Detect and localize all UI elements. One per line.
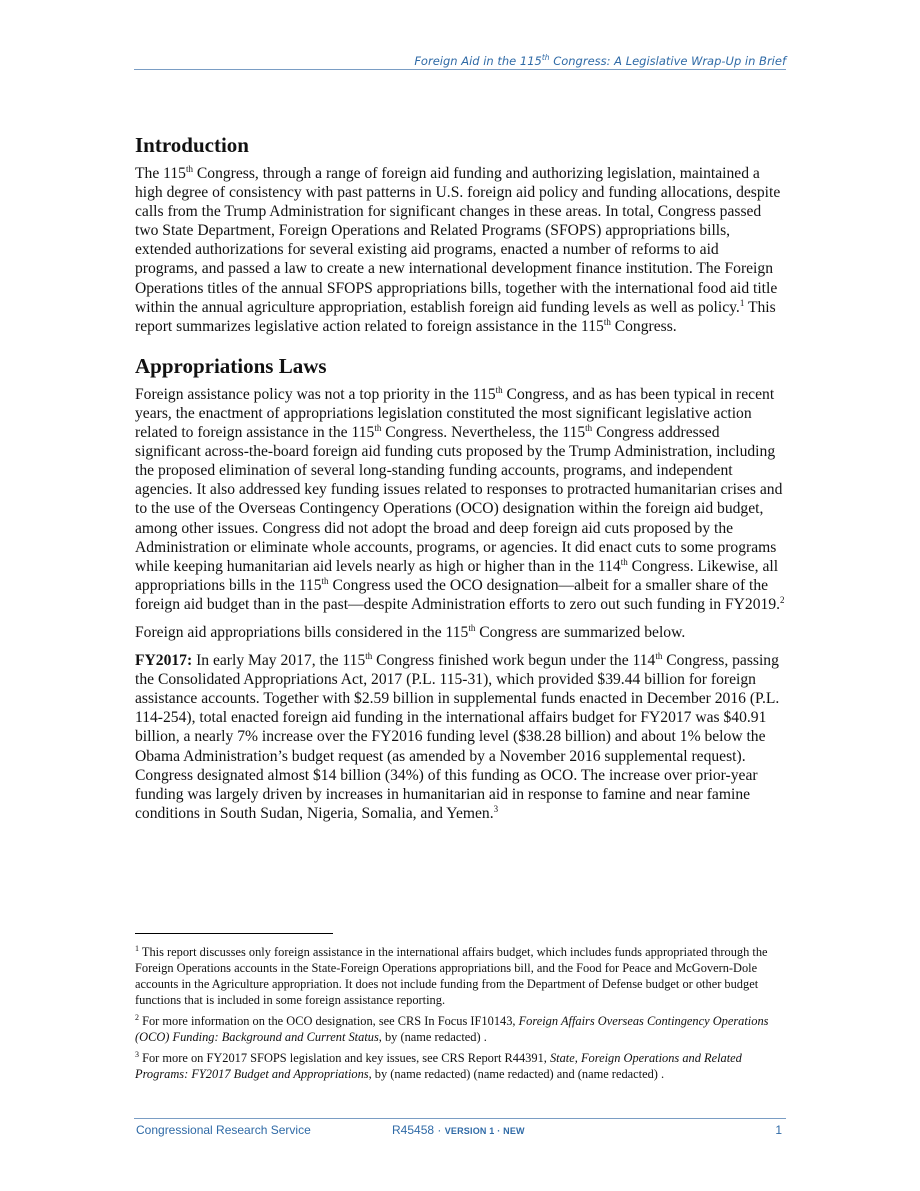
footnote-divider [135,933,333,934]
footer-report-id: R45458 · VERSION 1 · NEW [392,1123,525,1137]
footer-version: VERSION 1 · NEW [444,1126,525,1136]
appropriations-paragraph-2: Foreign aid appropriations bills considered in the 115th Congress are summarized below. [135,622,686,641]
fy2017-paragraph: FY2017: In early May 2017, the 115th Congress finished work begun under the 114th Congress, passing the Consolidated Appropriations Act, 2017 (P.L. 115-31), which provided $39.44 billion for foreign assistance accounts. Together with $2.59 billion in supplemental funds enacted in December 2016 (P.L. 114-254), total enacted foreign aid funding in the international affairs budget for FY2017 was $40.91 billion, a nearly 7% increase over the FY2016 funding level ($38.28 billion) and about 1% below the Obama Administration’s budget request (as amended by a November 2016 supplemental request). Congress designated almost $14 billion (34%) of this funding as OCO. The increase over prior-year funding was largely driven by increases in humanitarian aid in response to famine and near famine conditions in South Sudan, Nigeria, Somalia, and Yemen.$^3$ [135,650,780,822]
running-header: Foreign Aid in the 115th Congress: A Legislative Wrap-Up in Brief [414,53,786,68]
footnote-3: $^3$ For more on FY2017 SFOPS legislation and key issues, see CRS Report R44391, State, Foreign Operations and Related Programs: FY2017 Budget and Appropriations, by (name redacted) (name redacted) and (name redacted) . [135,1049,742,1081]
footnote-1: $^1$ This report discusses only foreign assistance in the international affairs budget, which includes funds appropriated through the Foreign Operations accounts in the State-Foreign Operations appropriations bill, and the Food for Peace and McGovern-Dole accounts in the Agriculture appropriation. It does not include funding from the Department of Defense budget or other budget functions that is included in some foreign assistance reporting. [135,943,768,1007]
page-footer [134,1123,786,1139]
footer-organization: Congressional Research Service [136,1123,311,1137]
introduction-paragraph: The 115th Congress, through a range of foreign aid funding and authorizing legislation, maintained a high degree of consistency with past patterns in U.S. foreign aid policy and funding allocations, despite calls from the Trump Administration for significant changes in these areas. In total, Congress passed two State Department, Foreign Operations and Related Programs (SFOPS) appropriations bills, extended authorizations for several existing aid programs, enacted a number of reforms to aid programs, and passed a law to create a new international development finance institution. The Foreign Operations titles of the annual SFOPS appropriations bills, together with the international food aid title within the annual agriculture appropriation, establish foreign aid funding levels as well as policy.$^1$ This report summarizes legislative action related to foreign assistance in the 115th Congress. [135,163,781,335]
footnote-ref-1[interactable]: 1 [739,297,745,308]
footnote-3-title: State, Foreign Operations and Related Programs: FY2017 Budget and Appropriations [135,1051,742,1081]
footnote-2: $^2$ For more information on the OCO designation, see CRS In Focus IF10143, Foreign Affairs Overseas Contingency Operations (OCO) Funding: Background and Current Status, by (name redacted) . [135,1012,769,1044]
document-body [135,132,785,832]
appropriations-laws-heading: Appropriations Laws [135,353,327,378]
appropriations-paragraph-1: Foreign assistance policy was not a top priority in the 115th Congress, and as has been typical in recent years, the enactment of appropriations legislation constituted the most significant legislative action related to foreign assistance in the 115th Congress. Nevertheless, the 115th Congress addressed significant across-the-board foreign aid funding cuts proposed by the Trump Administration, including the proposed elimination of several long-standing funding accounts, programs, and independent agencies. It also addressed key funding issues related to responses to protracted humanitarian crises and to the use of the Overseas Contingency Operations (OCO) designation within the foreign aid budget, among other issues. Congress did not adopt the broad and deep foreign aid cuts proposed by the Administration or eliminate whole accounts, programs, or agencies. It did enact cuts to some programs while keeping humanitarian aid levels nearly as high or higher than in the 114th Congress. Likewise, all appropriations bills in the 115th Congress used the OCO designation—albeit for a smaller share of the foreign aid budget than in the past—despite Administration efforts to zero out such funding in FY2019.$^2$ [135,384,785,613]
footnotes [135,944,785,1087]
fy2017-label: FY2017: [135,652,193,670]
footnote-2-title: Foreign Affairs Overseas Contingency Operations (OCO) Funding: Background and Current Status [135,1014,769,1044]
footer-divider [134,1118,786,1119]
introduction-heading: Introduction [135,133,249,157]
footnote-ref-3[interactable]: 3 [493,803,499,814]
page-number: 1 [775,1123,782,1137]
header-divider [134,69,786,70]
running-header-title: Foreign Aid in the 115 [414,54,542,68]
footnote-ref-2[interactable]: 2 [780,594,785,605]
